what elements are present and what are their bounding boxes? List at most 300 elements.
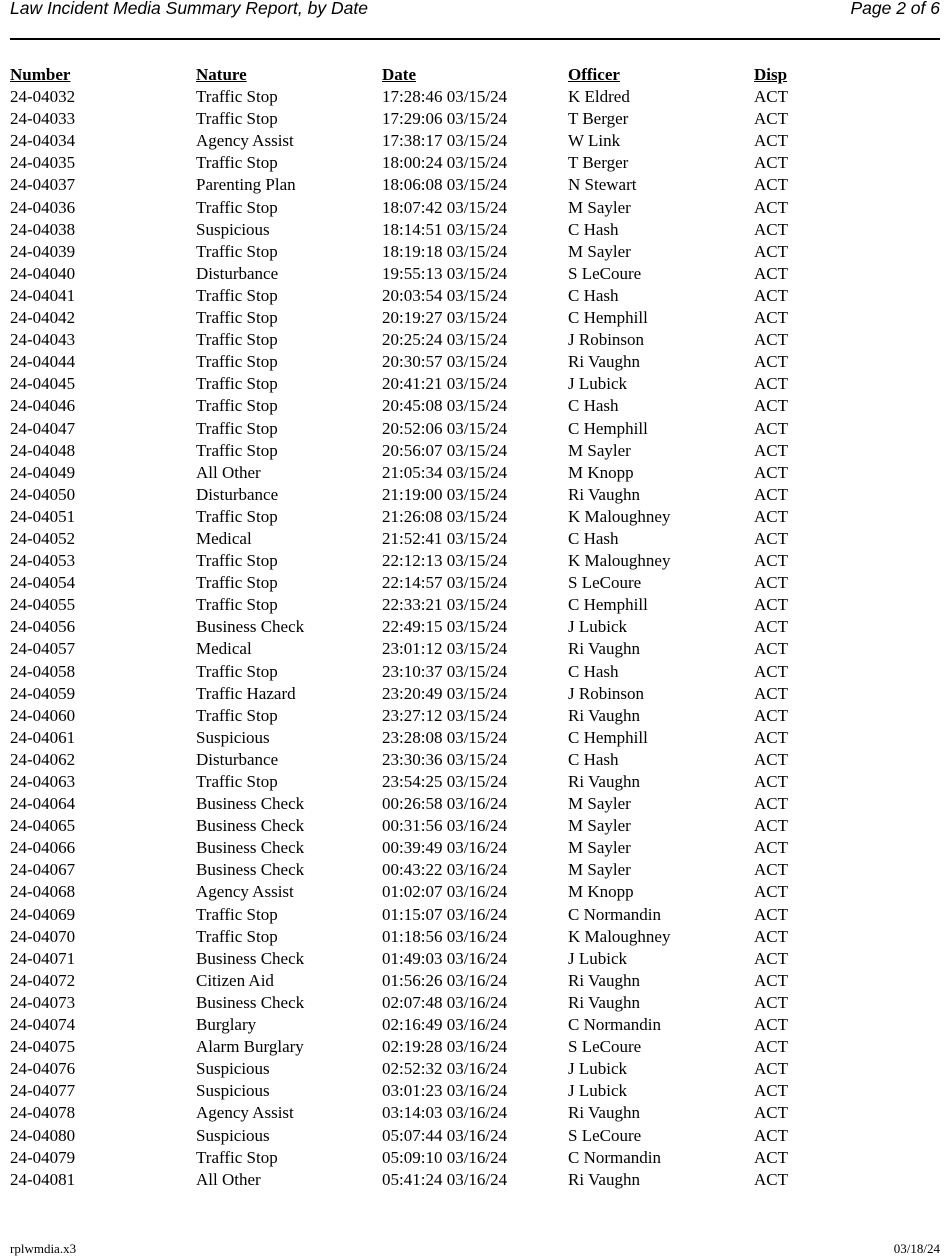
print-date: 03/18/24 [893,1241,940,1256]
cell-date: 18:06:08 03/15/24 [382,175,508,195]
cell-nature: All Other [196,462,261,482]
table-row [10,904,940,926]
cell-date: 01:56:26 03/16/24 [382,970,508,990]
table-row [10,329,940,351]
cell-officer: C Hash [568,285,619,305]
cell-disp: ACT [754,308,788,328]
cell-number: 24-04069 [10,904,76,924]
report-title: Law Incident Media Summary Report, by Date [10,0,368,18]
table-row [10,859,940,881]
cell-disp: ACT [754,374,788,394]
cell-number: 24-04048 [10,440,76,460]
cell-nature: Traffic Stop [196,595,278,615]
cell-number: 24-04074 [10,1015,76,1035]
cell-date: 23:27:12 03/15/24 [382,705,508,725]
cell-number: 24-04068 [10,882,76,902]
cell-nature: Disturbance [196,749,279,769]
column-header-disp: Disp [754,65,788,84]
cell-disp: ACT [754,639,788,659]
cell-number: 24-04071 [10,948,76,968]
table-row [10,638,940,660]
cell-date: 02:52:32 03/16/24 [382,1059,508,1079]
cell-disp: ACT [754,285,788,305]
cell-disp: ACT [754,816,788,836]
cell-number: 24-04055 [10,595,76,615]
cell-nature: Traffic Stop [196,772,278,791]
cell-disp: ACT [754,1059,788,1079]
table-row [10,594,940,616]
cell-officer: M Sayler [568,838,631,858]
cell-officer: C Hash [568,219,619,239]
table-row [10,528,940,550]
cell-number: 24-04062 [10,749,76,769]
cell-date: 03:14:03 03/16/24 [382,1103,508,1123]
cell-number: 24-04036 [10,197,76,217]
cell-officer: C Normandin [568,1015,662,1035]
cell-disp: ACT [754,330,788,350]
header-divider [10,38,940,40]
cell-date: 18:14:51 03/15/24 [382,219,508,239]
page-number: Page 2 of 6 [850,0,940,18]
cell-officer: M Sayler [568,440,631,460]
cell-date: 05:41:24 03/16/24 [382,1169,508,1189]
cell-nature: All Other [196,1169,261,1189]
cell-disp: ACT [754,462,788,482]
table-row [10,616,940,638]
cell-nature: Traffic Stop [196,197,278,217]
table-row [10,683,940,705]
cell-disp: ACT [754,772,788,791]
cell-date: 23:20:49 03/15/24 [382,683,508,703]
cell-officer: J Robinson [568,683,645,703]
column-header-date: Date [382,65,416,84]
cell-date: 21:05:34 03/15/24 [382,462,508,482]
table-row [10,970,940,992]
cell-disp: ACT [754,175,788,195]
table-row [10,152,940,174]
cell-number: 24-04045 [10,374,76,394]
cell-number: 24-04079 [10,1147,76,1167]
cell-officer: M Sayler [568,816,631,836]
cell-nature: Medical [196,528,252,548]
cell-number: 24-04042 [10,308,76,328]
table-row [10,484,940,506]
column-header-officer: Officer [568,65,620,84]
cell-nature: Traffic Stop [196,330,278,350]
cell-nature: Burglary [196,1015,257,1035]
cell-number: 24-04059 [10,683,76,703]
cell-date: 21:19:00 03/15/24 [382,484,508,504]
cell-officer: C Hash [568,749,619,769]
cell-nature: Traffic Stop [196,241,278,261]
table-row [10,285,940,307]
cell-number: 24-04072 [10,970,76,990]
cell-number: 24-04037 [10,175,76,195]
cell-date: 22:49:15 03/15/24 [382,617,508,637]
table-row [10,373,940,395]
cell-officer: S LeCoure [568,573,642,593]
cell-nature: Traffic Stop [196,153,278,173]
table-row [10,881,940,903]
cell-officer: W Link [568,131,621,151]
cell-disp: ACT [754,219,788,239]
cell-number: 24-04039 [10,241,76,261]
cell-date: 23:01:12 03/15/24 [382,639,508,659]
cell-nature: Traffic Stop [196,506,278,526]
cell-officer: Ri Vaughn [568,992,640,1012]
cell-nature: Suspicious [196,1081,270,1101]
cell-nature: Disturbance [196,263,279,283]
cell-officer: Ri Vaughn [568,484,640,504]
cell-disp: ACT [754,418,788,438]
cell-officer: C Normandin [568,1147,662,1167]
cell-officer: K Maloughney [568,926,671,946]
cell-officer: C Hemphill [568,418,648,438]
table-header-row [10,64,940,86]
cell-nature: Traffic Stop [196,418,278,438]
table-row [10,351,940,373]
table-row [10,130,940,152]
table-row [10,771,940,793]
cell-number: 24-04067 [10,860,76,880]
cell-disp: ACT [754,87,788,107]
cell-date: 23:10:37 03/15/24 [382,661,508,681]
cell-number: 24-04033 [10,109,76,129]
table-row [10,1080,940,1102]
cell-nature: Business Check [196,617,305,637]
cell-nature: Traffic Hazard [196,683,296,703]
cell-number: 24-04040 [10,263,76,283]
cell-number: 24-04047 [10,418,76,438]
cell-disp: ACT [754,263,788,283]
table-row [10,462,940,484]
cell-nature: Citizen Aid [196,970,274,990]
cell-nature: Traffic Stop [196,374,278,394]
cell-number: 24-04052 [10,528,76,548]
cell-nature: Business Check [196,992,305,1012]
table-row [10,727,940,749]
cell-number: 24-04058 [10,661,76,681]
cell-disp: ACT [754,926,788,946]
cell-date: 02:07:48 03/16/24 [382,992,508,1012]
cell-date: 21:26:08 03/15/24 [382,506,508,526]
table-row [10,197,940,219]
cell-date: 00:26:58 03/16/24 [382,794,508,814]
cell-date: 20:30:57 03/15/24 [382,352,508,372]
cell-date: 17:38:17 03/15/24 [382,131,508,151]
table-row [10,263,940,285]
cell-officer: K Maloughney [568,506,671,526]
cell-officer: J Robinson [568,330,645,350]
cell-officer: C Hemphill [568,308,648,328]
table-row [10,174,940,196]
cell-number: 24-04053 [10,551,76,571]
cell-disp: ACT [754,661,788,681]
column-header-number: Number [10,65,71,84]
cell-disp: ACT [754,528,788,548]
cell-disp: ACT [754,617,788,637]
cell-nature: Suspicious [196,219,270,239]
cell-number: 24-04060 [10,705,76,725]
cell-nature: Traffic Stop [196,1147,278,1167]
cell-disp: ACT [754,109,788,129]
cell-nature: Traffic Stop [196,551,278,571]
table-row [10,550,940,572]
cell-nature: Traffic Stop [196,396,278,416]
cell-officer: J Lubick [568,948,628,968]
cell-officer: C Hemphill [568,595,648,615]
cell-officer: C Hemphill [568,727,648,747]
cell-nature: Traffic Stop [196,285,278,305]
cell-disp: ACT [754,595,788,615]
cell-officer: T Berger [568,153,629,173]
cell-disp: ACT [754,1037,788,1057]
cell-nature: Traffic Stop [196,352,278,372]
cell-officer: S LeCoure [568,263,642,283]
cell-date: 18:19:18 03/15/24 [382,241,508,261]
table-body [10,86,940,1191]
cell-disp: ACT [754,1147,788,1167]
cell-nature: Parenting Plan [196,175,296,195]
cell-date: 22:12:13 03/15/24 [382,551,508,571]
cell-officer: N Stewart [568,175,637,195]
cell-disp: ACT [754,1081,788,1101]
program-name: rplwmdia.x3 [10,1241,77,1256]
table-row [10,1036,940,1058]
cell-officer: T Berger [568,109,629,129]
cell-officer: C Hash [568,661,619,681]
cell-number: 24-04070 [10,926,76,946]
cell-officer: M Sayler [568,197,631,217]
cell-officer: Ri Vaughn [568,639,640,659]
cell-nature: Traffic Stop [196,109,278,129]
table-row [10,1014,940,1036]
cell-disp: ACT [754,1103,788,1123]
cell-disp: ACT [754,1169,788,1189]
column-header-nature: Nature [196,65,247,84]
cell-officer: S LeCoure [568,1037,642,1057]
cell-disp: ACT [754,727,788,747]
cell-date: 01:49:03 03/16/24 [382,948,508,968]
report-footer [10,1241,940,1257]
cell-date: 01:15:07 03/16/24 [382,904,508,924]
cell-officer: C Hash [568,396,619,416]
cell-number: 24-04035 [10,153,76,173]
cell-nature: Business Check [196,838,305,858]
report-header [10,0,940,22]
cell-officer: M Sayler [568,794,631,814]
cell-officer: J Lubick [568,374,628,394]
cell-number: 24-04049 [10,462,76,482]
cell-date: 20:03:54 03/15/24 [382,285,508,305]
cell-number: 24-04051 [10,506,76,526]
cell-nature: Traffic Stop [196,661,278,681]
cell-number: 24-04038 [10,219,76,239]
cell-date: 00:39:49 03/16/24 [382,838,508,858]
cell-number: 24-04076 [10,1059,76,1079]
cell-officer: C Normandin [568,904,662,924]
cell-disp: ACT [754,396,788,416]
cell-nature: Traffic Stop [196,705,278,725]
cell-officer: K Eldred [568,87,630,107]
cell-nature: Suspicious [196,1125,270,1145]
cell-disp: ACT [754,992,788,1012]
cell-officer: M Knopp [568,882,634,902]
cell-officer: J Lubick [568,1081,628,1101]
cell-officer: Ri Vaughn [568,1169,640,1189]
cell-date: 20:25:24 03/15/24 [382,330,508,350]
cell-officer: Ri Vaughn [568,772,640,791]
table-row [10,307,940,329]
cell-date: 18:00:24 03/15/24 [382,153,508,173]
cell-date: 18:07:42 03/15/24 [382,197,508,217]
table-row [10,815,940,837]
cell-nature: Suspicious [196,1059,270,1079]
cell-disp: ACT [754,860,788,880]
cell-nature: Suspicious [196,727,270,747]
cell-date: 17:28:46 03/15/24 [382,87,508,107]
table-row [10,948,940,970]
table-row [10,926,940,948]
cell-disp: ACT [754,838,788,858]
cell-number: 24-04061 [10,727,76,747]
cell-nature: Agency Assist [196,882,294,902]
cell-nature: Traffic Stop [196,440,278,460]
cell-number: 24-04032 [10,87,76,107]
cell-nature: Agency Assist [196,131,294,151]
table-row [10,1147,940,1169]
cell-officer: S LeCoure [568,1125,642,1145]
cell-disp: ACT [754,484,788,504]
cell-disp: ACT [754,241,788,261]
cell-number: 24-04075 [10,1037,76,1057]
cell-nature: Traffic Stop [196,904,278,924]
cell-date: 03:01:23 03/16/24 [382,1081,508,1101]
cell-number: 24-04050 [10,484,76,504]
cell-date: 20:56:07 03/15/24 [382,440,508,460]
cell-nature: Business Check [196,948,305,968]
cell-date: 23:30:36 03/15/24 [382,749,508,769]
cell-date: 20:52:06 03/15/24 [382,418,508,438]
cell-nature: Traffic Stop [196,573,278,593]
cell-date: 17:29:06 03/15/24 [382,109,508,129]
cell-disp: ACT [754,749,788,769]
cell-number: 24-04064 [10,794,76,814]
cell-disp: ACT [754,1015,788,1035]
cell-officer: Ri Vaughn [568,705,640,725]
cell-officer: M Knopp [568,462,634,482]
cell-number: 24-04080 [10,1125,76,1145]
cell-officer: Ri Vaughn [568,1103,640,1123]
table-row [10,395,940,417]
cell-date: 22:14:57 03/15/24 [382,573,508,593]
table-row [10,1058,940,1080]
cell-officer: C Hash [568,528,619,548]
cell-number: 24-04078 [10,1103,76,1123]
cell-disp: ACT [754,882,788,902]
table-row [10,440,940,462]
cell-number: 24-04054 [10,573,76,593]
cell-disp: ACT [754,904,788,924]
cell-disp: ACT [754,131,788,151]
cell-disp: ACT [754,573,788,593]
cell-nature: Medical [196,639,252,659]
cell-officer: Ri Vaughn [568,970,640,990]
cell-disp: ACT [754,551,788,571]
table-row [10,572,940,594]
cell-date: 05:09:10 03/16/24 [382,1147,508,1167]
cell-date: 00:31:56 03/16/24 [382,816,508,836]
cell-nature: Alarm Burglary [196,1037,304,1057]
cell-officer: J Lubick [568,617,628,637]
cell-nature: Business Check [196,860,305,880]
cell-number: 24-04077 [10,1081,76,1101]
cell-nature: Traffic Stop [196,308,278,328]
cell-date: 23:28:08 03/15/24 [382,727,508,747]
cell-date: 01:18:56 03/16/24 [382,926,508,946]
cell-number: 24-04057 [10,639,76,659]
cell-disp: ACT [754,197,788,217]
table-row [10,1102,940,1124]
cell-officer: J Lubick [568,1059,628,1079]
table-row [10,749,940,771]
table-row [10,661,940,683]
cell-number: 24-04041 [10,285,76,305]
cell-date: 19:55:13 03/15/24 [382,263,508,283]
table-row [10,705,940,727]
table-row [10,108,940,130]
cell-nature: Business Check [196,794,305,814]
cell-date: 22:33:21 03/15/24 [382,595,508,615]
cell-number: 24-04081 [10,1169,76,1189]
cell-disp: ACT [754,948,788,968]
cell-number: 24-04066 [10,838,76,858]
cell-disp: ACT [754,970,788,990]
table-row [10,837,940,859]
cell-number: 24-04063 [10,772,76,791]
cell-disp: ACT [754,352,788,372]
cell-date: 02:19:28 03/16/24 [382,1037,508,1057]
cell-date: 20:45:08 03/15/24 [382,396,508,416]
cell-date: 20:41:21 03/15/24 [382,374,508,394]
cell-number: 24-04043 [10,330,76,350]
cell-officer: Ri Vaughn [568,352,640,372]
table-row [10,992,940,1014]
cell-disp: ACT [754,153,788,173]
cell-officer: K Maloughney [568,551,671,571]
table-row [10,793,940,815]
incident-table [10,64,940,1191]
table-row [10,219,940,241]
cell-nature: Disturbance [196,484,279,504]
table-row [10,506,940,528]
cell-disp: ACT [754,705,788,725]
cell-date: 01:02:07 03/16/24 [382,882,508,902]
cell-number: 24-04065 [10,816,76,836]
cell-disp: ACT [754,1125,788,1145]
cell-officer: M Sayler [568,860,631,880]
cell-number: 24-04056 [10,617,76,637]
cell-nature: Business Check [196,816,305,836]
table-row [10,86,940,108]
cell-disp: ACT [754,683,788,703]
cell-date: 00:43:22 03/16/24 [382,860,508,880]
cell-nature: Traffic Stop [196,926,278,946]
table-row [10,1125,940,1147]
cell-officer: M Sayler [568,241,631,261]
cell-date: 23:54:25 03/15/24 [382,772,508,791]
cell-number: 24-04046 [10,396,76,416]
